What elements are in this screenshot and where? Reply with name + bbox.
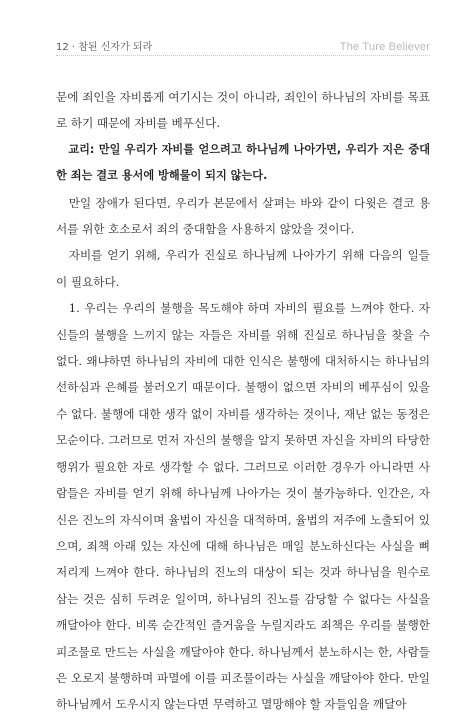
- paragraph: 문에 죄인을 자비롭게 여기시는 것이 아니라, 죄인이 하나님의 자비를 목표로 하기 때문에 자비를 베푸신다.: [56, 90, 430, 131]
- paragraph: 자비를 얻기 위해, 우리가 진실로 하나님께 나아가기 위해 다음의 일들이 필요하다.: [56, 248, 430, 289]
- paragraph: 1. 우리는 우리의 불행을 목도해야 하며 자비의 필요를 느껴야 한다. 자신들의 불행을 느끼지 않는 자들은 자비를 위해 진실로 하나님을 찾을 수 없다. 왜냐하면 하나님의 자비에 대한 인식은 불행에 대처하시는 하나님의 선하심과 은혜를 불러오기 때문이다. 불행이 없으면 자비의 베푸심이 있을 수 없다. 불행에 대한 생각 없이 자비를 생각하는 것이나, 재난 없는 동정은 모순이다. 그러므로 먼저 자신의 불행을 알지 못하면 자신을 자비의 타당한 행위가 필요한 자로 생각할 수 없다. 그러므로 이러한 경우가 아니라면 사람들은 자비를 얻기 위해 하나님께 나아가는 것이 불가능하다. 인간은, 자신은 진노의 자식이며 율법이 자신을 대적하며, 율법의 저주에 노출되어 있으며, 죄책 아래 있는 자신에 대해 하나님은 매일 분노하신다는 사실을 뼈저리게 느껴야 한다. 하나님의 진노의 대상이 되는 것과 하나님을 원수로 삼는 것은 심히 두려운 일이며, 하나님의 진노를 감당할 수 없다는 사실을 깨달아야 한다. 비록 순간적인 즐거움을 누릴지라도 죄책은 우리를 불행한 피조물로 만드는 사실을 깨달아야 한다. 하나님께서 분노하시는 한, 사람들은 오로지 불행하며 파멸에 이를 피조물이라는 사실을 깨달아야 한다. 만일 하나님께서 도우시지 않는다면 무력하고 멸망해야 할 자들임을 깨달아: [56, 301, 430, 712]
- header-divider: [56, 55, 430, 56]
- body-text: [56, 84, 430, 718]
- book-title: The Ture Believer: [339, 41, 430, 53]
- doctrine-paragraph: 교리: 만일 우리가 자비를 얻으려고 하나님께 나아가면, 우리가 지은 중대한 죄는 결코 용서에 방해물이 되지 않는다.: [56, 142, 430, 183]
- running-header: [56, 38, 430, 53]
- paragraph: 만일 장애가 된다면, 우리가 본문에서 살펴는 바와 같이 다윗은 결코 용서를 위한 호소로서 죄의 중대함을 사용하지 않았을 것이다.: [56, 195, 430, 237]
- page-number-chapter-title: 12 · 참된 신자가 되라: [56, 42, 153, 53]
